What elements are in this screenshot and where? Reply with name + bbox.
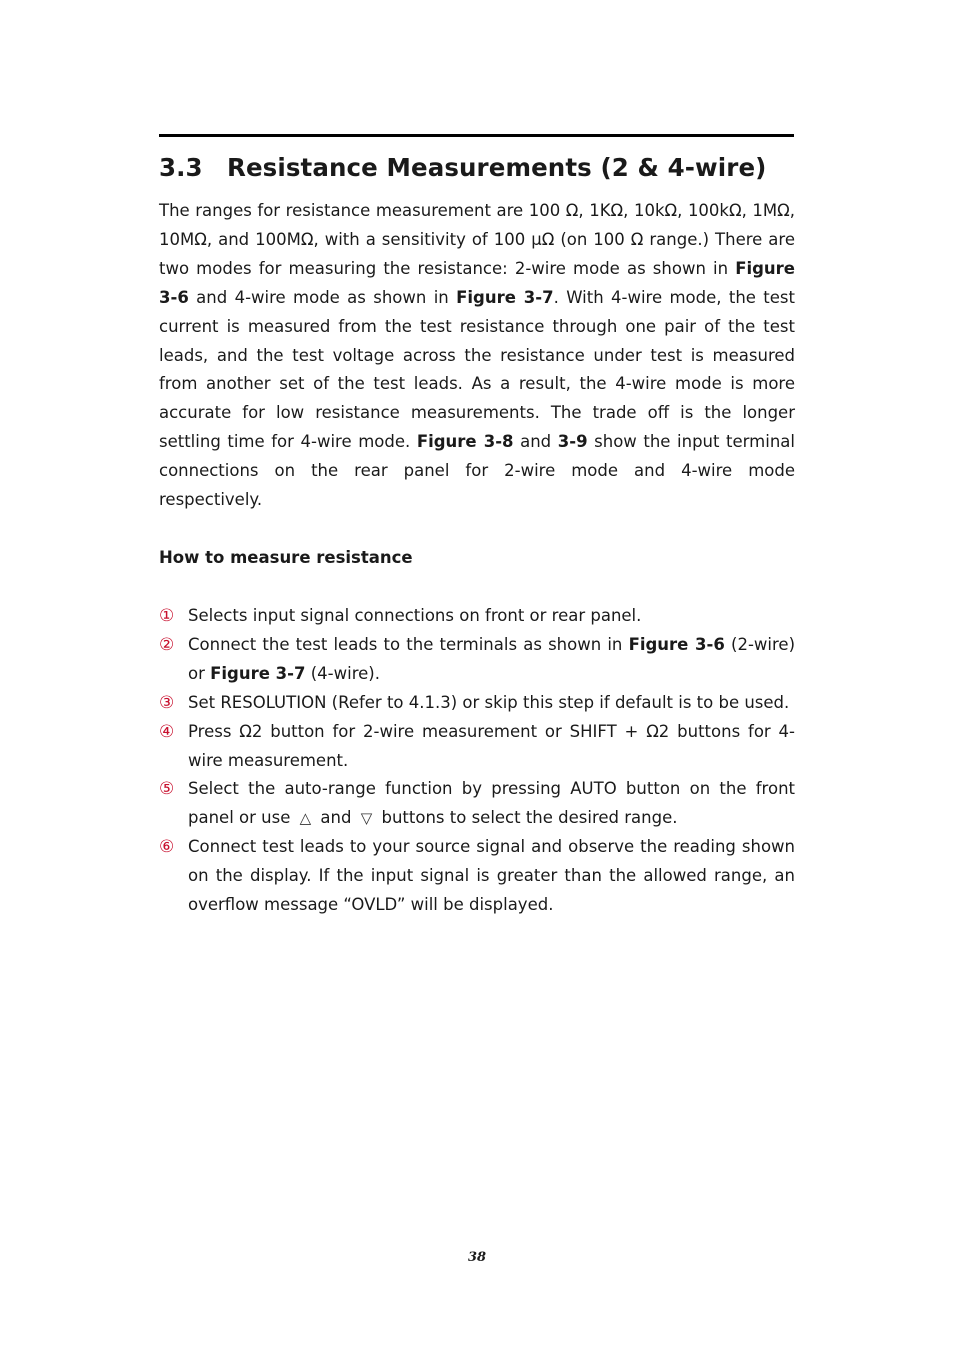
page-content [159, 134, 795, 920]
step-text: Selects input signal connections on front or rear panel. [188, 605, 642, 625]
list-item [159, 602, 795, 631]
intro-text-4: and [513, 432, 558, 452]
figure-ref-3-7: Figure 3-7 [210, 663, 306, 683]
section-heading [159, 151, 795, 185]
list-item [159, 631, 795, 689]
figure-ref-3-7: Figure 3-7 [456, 287, 554, 307]
step-number-marker: ⑥ [159, 837, 175, 858]
step-text: (2-wire) or [188, 634, 795, 683]
section-top-rule [159, 134, 794, 137]
figure-ref-3-6: Figure 3-6 [628, 634, 725, 654]
intro-text-1: The ranges for resistance measurement are 100 Ω, 1KΩ, 10kΩ, 100kΩ, 1MΩ, 10MΩ, and 100MΩ, with a sensitivity of 100 µΩ (on 100 Ω range.) There are two modes for measuring the resistance: 2-wire mode as shown in [159, 201, 795, 278]
figure-ref-3-8: Figure 3-8 [416, 432, 514, 452]
step-number-marker: ② [159, 634, 175, 655]
step-text: Set RESOLUTION (Refer to 4.1.3) or skip this step if default is to be used. [188, 692, 790, 712]
step-text: Connect test leads to your source signal and observe the reading shown on the display. If the input signal is greater than the allowed range, an overflow message “OVLD” will be displayed. [188, 837, 795, 915]
steps-list [159, 602, 795, 920]
list-item [159, 689, 795, 718]
step-text: Select the auto-range function by pressing AUTO button on the front panel or use [188, 779, 795, 828]
intro-text-3: . With 4-wire mode, the test current is measured from the test resistance through one pair of the test leads, and the test voltage across the resistance under test is measured from another set of the test leads. As a result, the 4-wire mode is more accurate for low resistance measurements. The trade off is the longer settling time for 4-wire mode. [159, 287, 795, 452]
step-text: (4-wire). [305, 663, 380, 683]
list-item [159, 718, 795, 776]
intro-text-5: show the input terminal connections on the rear panel for 2-wire mode and 4-wire mode respectively. [159, 432, 795, 510]
section-number: 3.3 [159, 153, 203, 182]
list-item [159, 833, 795, 920]
down-triangle-icon: ▽ [360, 809, 373, 828]
intro-text-2: and 4-wire mode as shown in [188, 287, 457, 307]
step-text: Connect the test leads to the terminals as shown in [188, 634, 629, 654]
up-triangle-icon: △ [299, 809, 312, 828]
step-number-marker: ⑤ [159, 779, 175, 800]
step-text: Press Ω2 button for 2-wire measurement or SHIFT + Ω2 buttons for 4-wire measurement. [188, 721, 795, 770]
subheading: How to measure resistance [159, 547, 413, 567]
step-number-marker: ③ [159, 692, 175, 713]
step-text: and [320, 808, 352, 828]
step-number-marker: ① [159, 605, 175, 626]
step-number-marker: ④ [159, 721, 175, 742]
page-number: 38 [467, 1250, 487, 1265]
list-item [159, 775, 795, 833]
section-title: Resistance Measurements (2 & 4-wire) [227, 153, 767, 182]
figure-ref-3-6: Figure 3-6 [159, 258, 795, 307]
step-text: buttons to select the desired range. [381, 808, 678, 828]
intro-paragraph [159, 197, 795, 515]
figure-ref-3-9: 3-9 [557, 432, 588, 452]
